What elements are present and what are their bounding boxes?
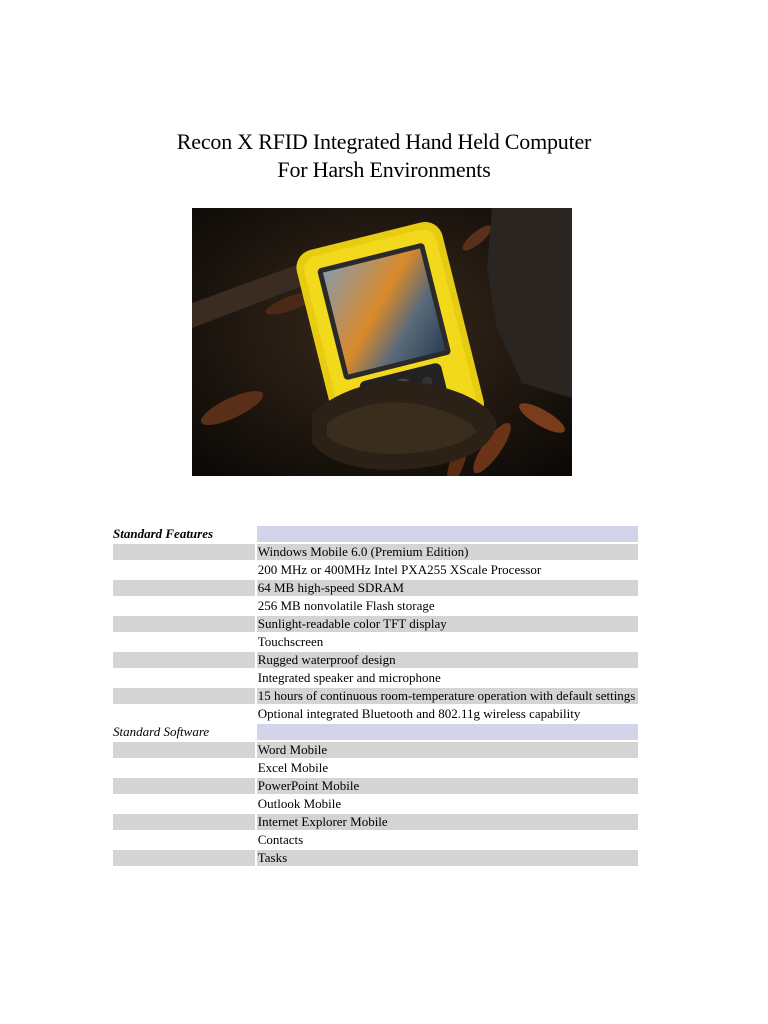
table-row <box>113 544 638 560</box>
feature-item: Tasks <box>257 850 638 866</box>
feature-item: PowerPoint Mobile <box>257 778 638 794</box>
row-label-cell <box>113 742 255 758</box>
table-row <box>113 598 638 614</box>
table-row <box>113 778 638 794</box>
row-label-cell <box>113 832 255 848</box>
row-label-cell <box>113 670 255 686</box>
row-label-cell <box>113 580 255 596</box>
table-row <box>113 580 638 596</box>
feature-item: 200 MHz or 400MHz Intel PXA255 XScale Processor <box>257 562 638 578</box>
table-row <box>113 706 638 722</box>
feature-item: Word Mobile <box>257 742 638 758</box>
section-header <box>113 526 638 542</box>
spec-table <box>113 526 638 868</box>
section-heading: Standard Software <box>113 724 255 740</box>
section-header-cell <box>257 526 638 542</box>
page-title <box>0 128 768 184</box>
feature-item: Integrated speaker and microphone <box>257 670 638 686</box>
row-label-cell <box>113 616 255 632</box>
table-row <box>113 796 638 812</box>
row-label-cell <box>113 760 255 776</box>
table-row <box>113 742 638 758</box>
row-label-cell <box>113 778 255 794</box>
row-label-cell <box>113 850 255 866</box>
row-label-cell <box>113 544 255 560</box>
row-label-cell <box>113 598 255 614</box>
feature-item: 64 MB high-speed SDRAM <box>257 580 638 596</box>
table-row <box>113 616 638 632</box>
feature-item: 256 MB nonvolatile Flash storage <box>257 598 638 614</box>
product-photo <box>192 208 572 476</box>
table-row <box>113 670 638 686</box>
row-label-cell <box>113 652 255 668</box>
rugged-handheld-in-mud-photo <box>192 208 572 476</box>
feature-item: Contacts <box>257 832 638 848</box>
feature-item: Internet Explorer Mobile <box>257 814 638 830</box>
row-label-cell <box>113 796 255 812</box>
row-label-cell <box>113 634 255 650</box>
feature-item: Touchscreen <box>257 634 638 650</box>
title-line-1: Recon X RFID Integrated Hand Held Computer <box>176 129 592 154</box>
feature-item: Excel Mobile <box>257 760 638 776</box>
row-label-cell <box>113 706 255 722</box>
table-row <box>113 562 638 578</box>
table-row <box>113 634 638 650</box>
feature-item: Rugged waterproof design <box>257 652 638 668</box>
row-label-cell <box>113 814 255 830</box>
table-row <box>113 652 638 668</box>
feature-item: Sunlight-readable color TFT display <box>257 616 638 632</box>
feature-item: Windows Mobile 6.0 (Premium Edition) <box>257 544 638 560</box>
feature-item: Optional integrated Bluetooth and 802.11g wireless capability <box>257 706 638 722</box>
row-label-cell <box>113 562 255 578</box>
feature-item: 15 hours of continuous room-temperature operation with default settings <box>257 688 638 704</box>
row-label-cell <box>113 688 255 704</box>
table-row <box>113 760 638 776</box>
section-heading: Standard Features <box>113 526 255 542</box>
feature-item: Outlook Mobile <box>257 796 638 812</box>
table-row <box>113 814 638 830</box>
table-row <box>113 832 638 848</box>
table-row <box>113 850 638 866</box>
section-header <box>113 724 638 740</box>
table-row <box>113 688 638 704</box>
title-line-2: For Harsh Environments <box>277 157 491 182</box>
section-header-cell <box>257 724 638 740</box>
